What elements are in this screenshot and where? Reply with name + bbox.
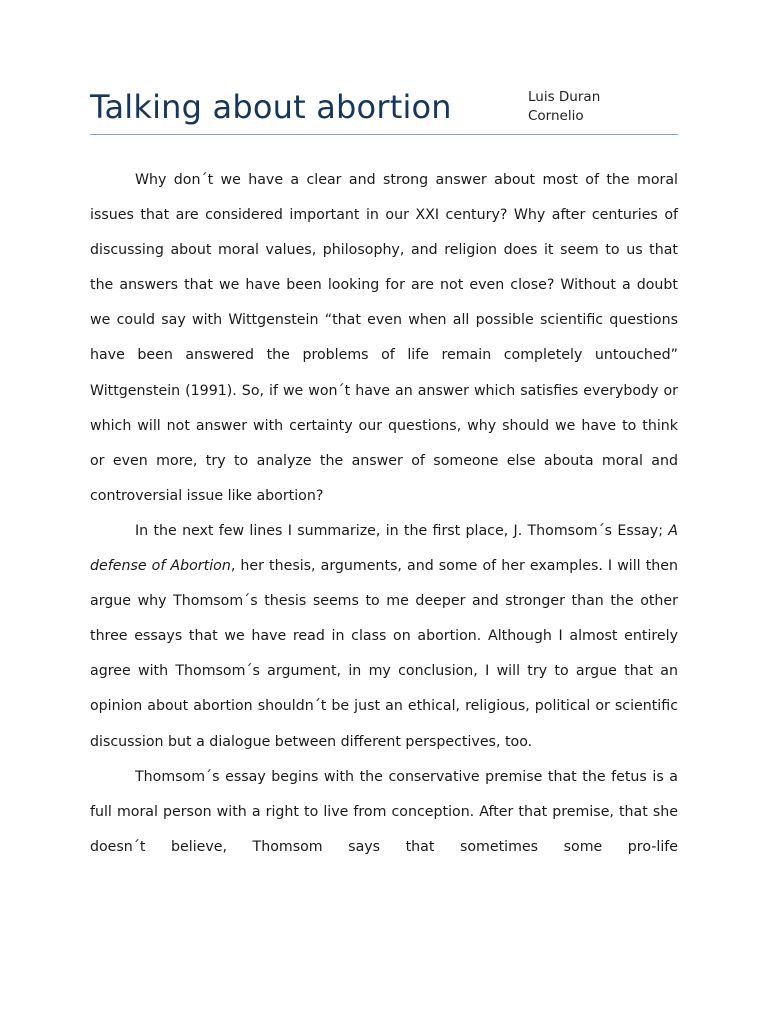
essay-title-italic: A defense of Abortion: [90, 522, 678, 575]
author-name: [528, 88, 600, 126]
paragraph-1: Why don´t we have a clear and strong answer about most of the moral issues that are considered important in our XXI century? Why after centuries of discussing about moral values, philosophy, and religion does it seem to us that the answers that we have been looking for are not even close? Without a doubt we could say with Wittgenstein “that even when all possible scientific questions have been answered the problems of life remain completely untouched” Wittgenstein (1991). So, if we won´t have an answer which satisfies everybody or which will not answer with certainty our questions, why should we have to think or even more, try to analyze the answer of someone else abouta moral and controversial issue like abortion?: [90, 172, 678, 504]
document-body: [90, 163, 678, 865]
document-header: [90, 84, 678, 135]
paragraph-2: [90, 514, 678, 760]
author-name-line-1: Luis Duran: [528, 89, 601, 105]
author-name-line-2: Cornelio: [528, 108, 584, 124]
paragraph-2-text-end: , her thesis, arguments, and some of her examples. I will then argue why Thomsom´s thesis seems to me deeper and stronger than the other three essays that we have read in class on abortion. Although I almost entirely agree with Thomsom´s argument, in my conclusion, I will try to argue that an opinion about abortion shouldn´t be just an ethical, religious, political or scientific discussion but a dialogue between different perspectives, too.: [90, 558, 678, 750]
document-title: Talking about abortion: [90, 88, 452, 126]
paragraph-3: Thomsom´s essay begins with the conservative premise that the fetus is a full moral person with a right to live from conception. After that premise, that she doesn´t believe, Thomsom says that sometimes some pro-life: [90, 768, 678, 855]
paragraph-2-text-start: In the next few lines I summarize, in the first place, J. Thomsom´s Essay;: [135, 522, 669, 539]
